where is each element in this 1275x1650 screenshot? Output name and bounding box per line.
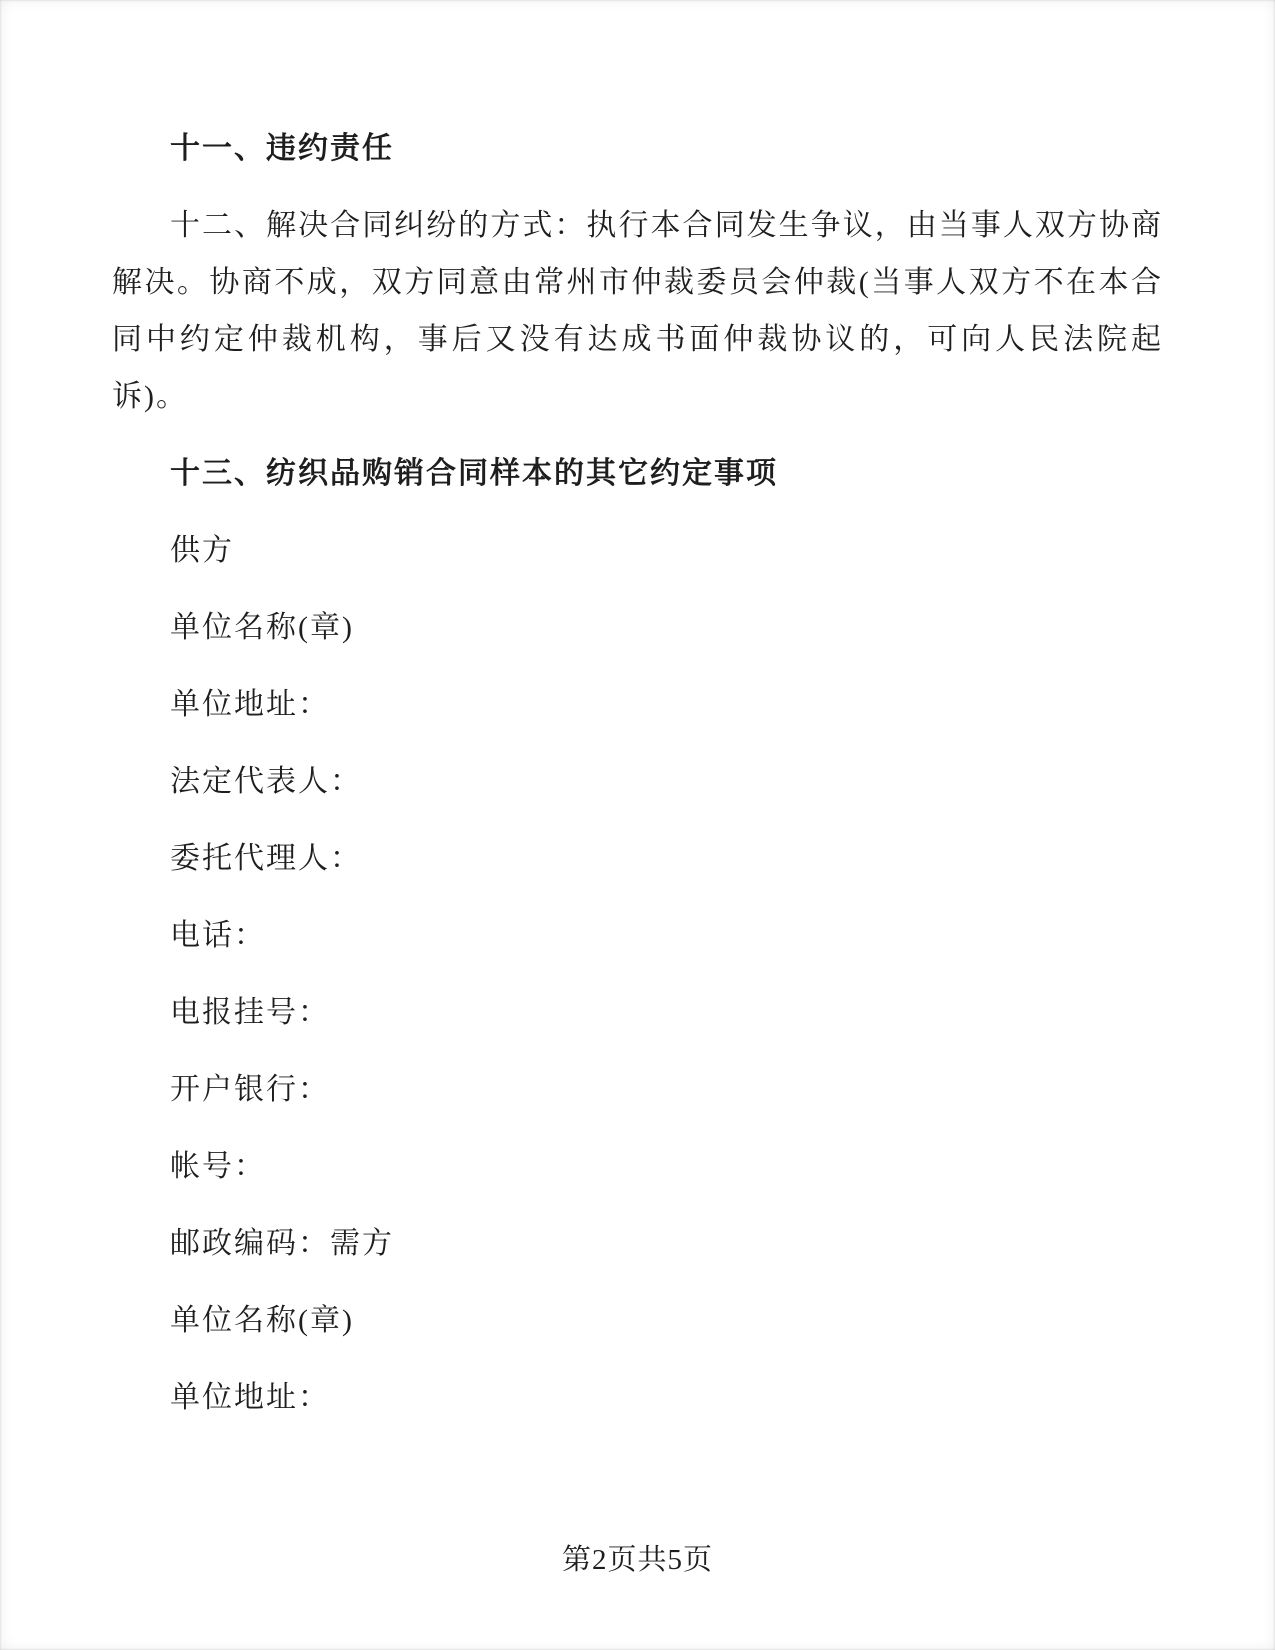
section-heading-breach-liability: 十一、违约责任	[170, 132, 394, 165]
field-entrusted-agent: 委托代理人：	[170, 842, 362, 875]
page-number-indicator: 第2页共5页	[561, 1544, 713, 1576]
field-supplier: 供方	[170, 534, 234, 567]
field-unit-name-seal: 单位名称(章)	[170, 611, 354, 644]
field-account-number: 帐号：	[170, 1150, 266, 1183]
paragraph-dispute-resolution: 十二、解决合同纠纷的方式：执行本合同发生争议，由当事人双方协商解决。协商不成，双方同意由常州市仲裁委员会仲裁(当事人双方不在本合同中约定仲裁机构，事后又没有达成书面仲裁协议的，可向人民法院起诉)。	[112, 209, 1163, 413]
field-phone: 电话：	[170, 919, 266, 952]
section-heading-other-agreed-matters: 十三、纺织品购销合同样本的其它约定事项	[170, 457, 778, 490]
field-unit-name-seal-2: 单位名称(章)	[170, 1304, 354, 1337]
field-unit-address: 单位地址：	[170, 688, 330, 721]
field-postal-code-buyer: 邮政编码：需方	[170, 1227, 394, 1260]
field-opening-bank: 开户银行：	[170, 1073, 330, 1106]
field-unit-address-2: 单位地址：	[170, 1381, 330, 1414]
field-telegraph-registration: 电报挂号：	[170, 996, 330, 1029]
field-legal-representative: 法定代表人：	[170, 765, 362, 798]
